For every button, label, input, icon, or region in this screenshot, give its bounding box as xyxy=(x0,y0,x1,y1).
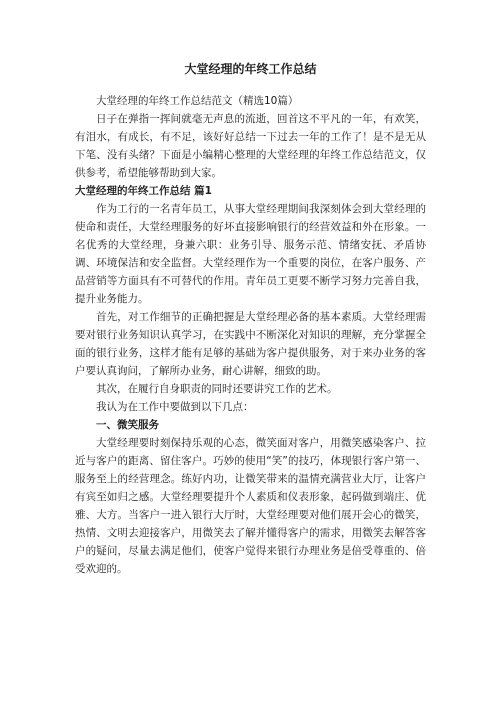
document-title: 大堂经理的年终工作总结 xyxy=(184,62,317,76)
body-paragraph: 我认为在工作中要做到以下几点： xyxy=(96,401,254,413)
body-paragraph: 大堂经理要时刻保持乐观的心态，微笑面对客户，用微笑感染客户、拉近与客户的距离、留住客户。巧妙的使用“笑”的技巧，体现银行客户第一、服务至上的经营理念。练好内功，让微笑带来的温情充满营业大厅，让客户有宾至如归之感。大堂经理要提升个人素质和仪表形象，起码做到端庄、优雅、大方。当客户一进入银行大厅时，大堂经理要对他们展开会心的微笑，热情、文明去迎接客户，用微笑去了解并懂得客户的需求，用微笑去解答客户的疑问，尽量去满足他们，使客户觉得来银行办理业务是倍受尊重的、倍受欢迎的。 xyxy=(75,437,426,575)
body-paragraph: 其次，在履行自身职责的同时还要讲究工作的艺术。 xyxy=(96,383,338,395)
intro-paragraph: 日子在弹指一挥间就毫无声息的流逝，回首这不平凡的一年，有欢笑，有泪水，有成长，有不足，该好好总结一下过去一年的工作了！是不是无从下笔、没有头绪？下面是小编精心整理的大堂经理的年终工作总结范文，仅供参考，希望能够帮助到大家。 xyxy=(75,113,426,179)
section-heading: 大堂经理的年终工作总结 篇1 xyxy=(75,185,212,197)
body-paragraph: 作为工行的一名青年员工，从事大堂经理期间我深刻体会到大堂经理的使命和责任，大堂经理服务的好坏直接影响银行的经营效益和外在形象。一名优秀的大堂经理，身兼六职：业务引导、服务示范、情绪安抚、矛盾协调、环境保洁和安全监督。大堂经理作为一个重要的岗位，在客户服务、产品营销等方面具有不可替代的作用。青年员工更要不断学习努力完善自我，提升业务能力。 xyxy=(75,203,426,305)
subsection-heading: 一、微笑服务 xyxy=(96,419,159,431)
intro-subtitle: 大堂经理的年终工作总结范文（精选10篇） xyxy=(96,95,299,107)
body-paragraph: 首先，对工作细节的正确把握是大堂经理必备的基本素质。大堂经理需要对银行业务知识认真学习，在实践中不断深化对知识的理解，充分掌握全面的银行业务，这样才能有足够的基础为客户提供服务，对于来办业务的客户要认真询问，了解所办业务，耐心讲解，细致的助。 xyxy=(75,311,426,377)
